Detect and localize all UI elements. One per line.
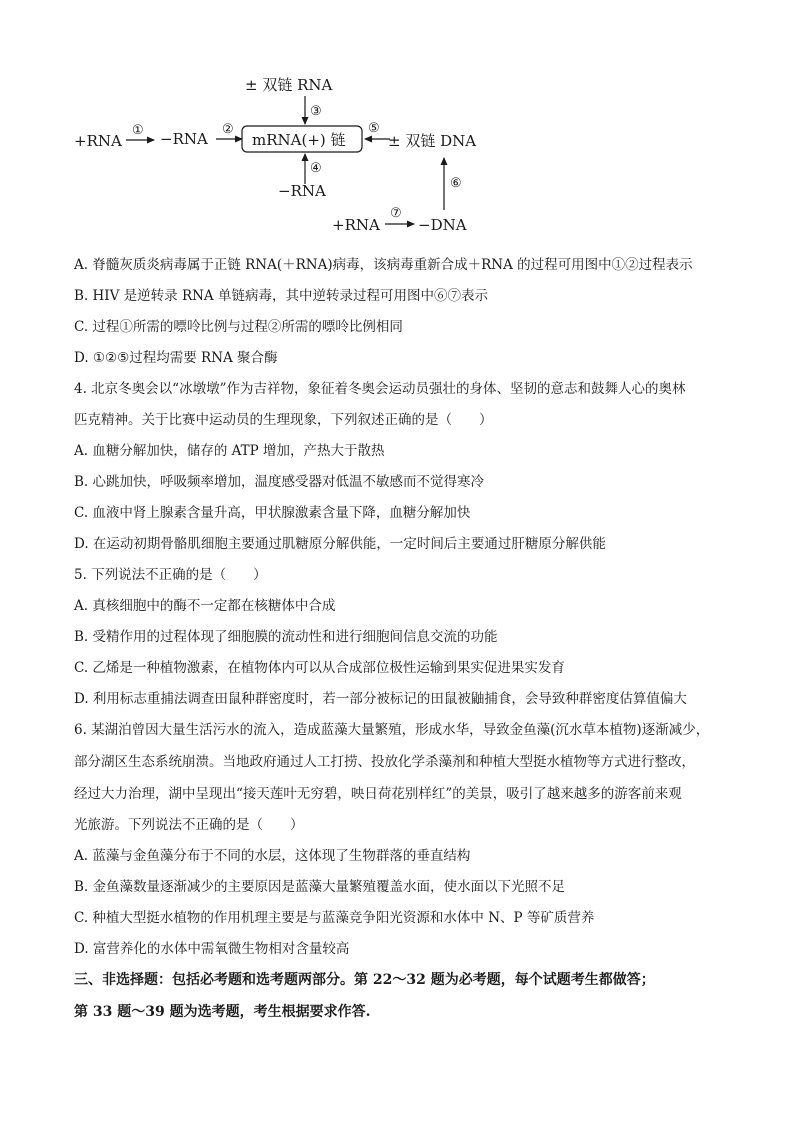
label-bottom-minus-rna: −RNA bbox=[278, 182, 326, 200]
question-6-line3: 经过大力治理，湖中呈现出“接天莲叶无穷碧，映日荷花别样红”的美景，吸引了越来越多的游客前来观 bbox=[74, 786, 682, 802]
option-5a: A. 真核细胞中的酶不一定都在核糖体中合成 bbox=[74, 598, 336, 614]
label-plus-rna: +RNA bbox=[74, 132, 122, 150]
label-bottom-plus-rna: +RNA bbox=[332, 216, 380, 234]
question-5: 5. 下列说法不正确的是（ ） bbox=[74, 567, 267, 583]
question-4-line1: 4. 北京冬奥会以“冰墩墩”作为吉祥物，象征着冬奥会运动员强壮的身体、坚韧的意志和鼓舞人心的奥林 bbox=[74, 381, 686, 397]
step-7: ⑦ bbox=[390, 206, 402, 221]
option-6b: B. 金鱼藻数量逐渐减少的主要原因是蓝藻大量繁殖覆盖水面，使水面以下光照不足 bbox=[74, 879, 566, 895]
option-4a: A. 血糖分解加快，储存的 ATP 增加，产热大于散热 bbox=[74, 443, 385, 459]
option-3b: B. HIV 是逆转录 RNA 单链病毒，其中逆转录过程可用图中⑥⑦表示 bbox=[74, 288, 488, 304]
viral-replication-diagram bbox=[60, 60, 520, 245]
label-mrna: mRNA(+) 链 bbox=[252, 131, 346, 149]
option-5d: D. 利用标志重捕法调查田鼠种群密度时，若一部分被标记的田鼠被鼬捕食，会导致种群密度估算值偏大 bbox=[74, 691, 687, 707]
question-6-line4: 光旅游。下列说法不正确的是（ ） bbox=[74, 817, 304, 833]
option-3d: D. ①②⑤过程均需要 RNA 聚合酶 bbox=[74, 350, 278, 366]
option-5c: C. 乙烯是一种植物激素，在植物体内可以从合成部位极性运输到果实促进果实发育 bbox=[74, 660, 565, 676]
option-6a: A. 蓝藻与金鱼藻分布于不同的水层，这体现了生物群落的垂直结构 bbox=[74, 848, 471, 864]
step-1: ① bbox=[132, 123, 144, 138]
question-6-line1: 6. 某湖泊曾因大量生活污水的流入，造成蓝藻大量繁殖，形成水华，导致金鱼藻(沉水草本植物)逐渐减少， bbox=[74, 722, 710, 738]
option-5b: B. 受精作用的过程体现了细胞膜的流动性和进行细胞间信息交流的功能 bbox=[74, 629, 498, 645]
option-3c: C. 过程①所需的嘌呤比例与过程②所需的嘌呤比例相同 bbox=[74, 319, 403, 335]
option-4b: B. 心跳加快，呼吸频率增加，温度感受器对低温不敏感而不觉得寒冷 bbox=[74, 474, 485, 490]
step-2: ② bbox=[222, 122, 234, 137]
question-4-line2: 匹克精神。关于比赛中运动员的生理现象，下列叙述正确的是（ ） bbox=[74, 412, 493, 428]
label-double-rna: ± 双链 RNA bbox=[245, 76, 333, 94]
question-6-line2: 部分湖区生态系统崩溃。当地政府通过人工打捞、投放化学杀藻剂和种植大型挺水植物等方式进行整改， bbox=[74, 754, 695, 770]
step-5: ⑤ bbox=[368, 121, 380, 136]
section-heading-line2: 第 33 题～39 题为选考题，考生根据要求作答. bbox=[74, 1004, 371, 1020]
option-3a: A. 脊髓灰质炎病毒属于正链 RNA(＋RNA)病毒，该病毒重新合成＋RNA 的过程可用图中①②过程表示 bbox=[74, 257, 693, 273]
label-minus-rna: −RNA bbox=[160, 130, 208, 148]
option-4d: D. 在运动初期骨骼肌细胞主要通过肌糖原分解供能，一定时间后主要通过肝糖原分解供能 bbox=[74, 536, 606, 552]
step-6: ⑥ bbox=[450, 176, 462, 191]
step-3: ③ bbox=[310, 104, 322, 119]
option-6c: C. 种植大型挺水植物的作用机理主要是与蓝藻竞争阳光资源和水体中 N、P 等矿质营养 bbox=[74, 910, 595, 926]
label-bottom-minus-dna: −DNA bbox=[418, 216, 467, 234]
option-6d: D. 富营养化的水体中需氧微生物相对含量较高 bbox=[74, 941, 350, 957]
step-4: ④ bbox=[310, 161, 322, 176]
section-heading-line1: 三、非选择题：包括必考题和选考题两部分。第 22～32 题为必考题，每个试题考生都做答； bbox=[74, 972, 655, 988]
label-double-dna: ± 双链 DNA bbox=[388, 132, 477, 150]
option-4c: C. 血液中肾上腺素含量升高，甲状腺激素含量下降，血糖分解加快 bbox=[74, 505, 471, 521]
